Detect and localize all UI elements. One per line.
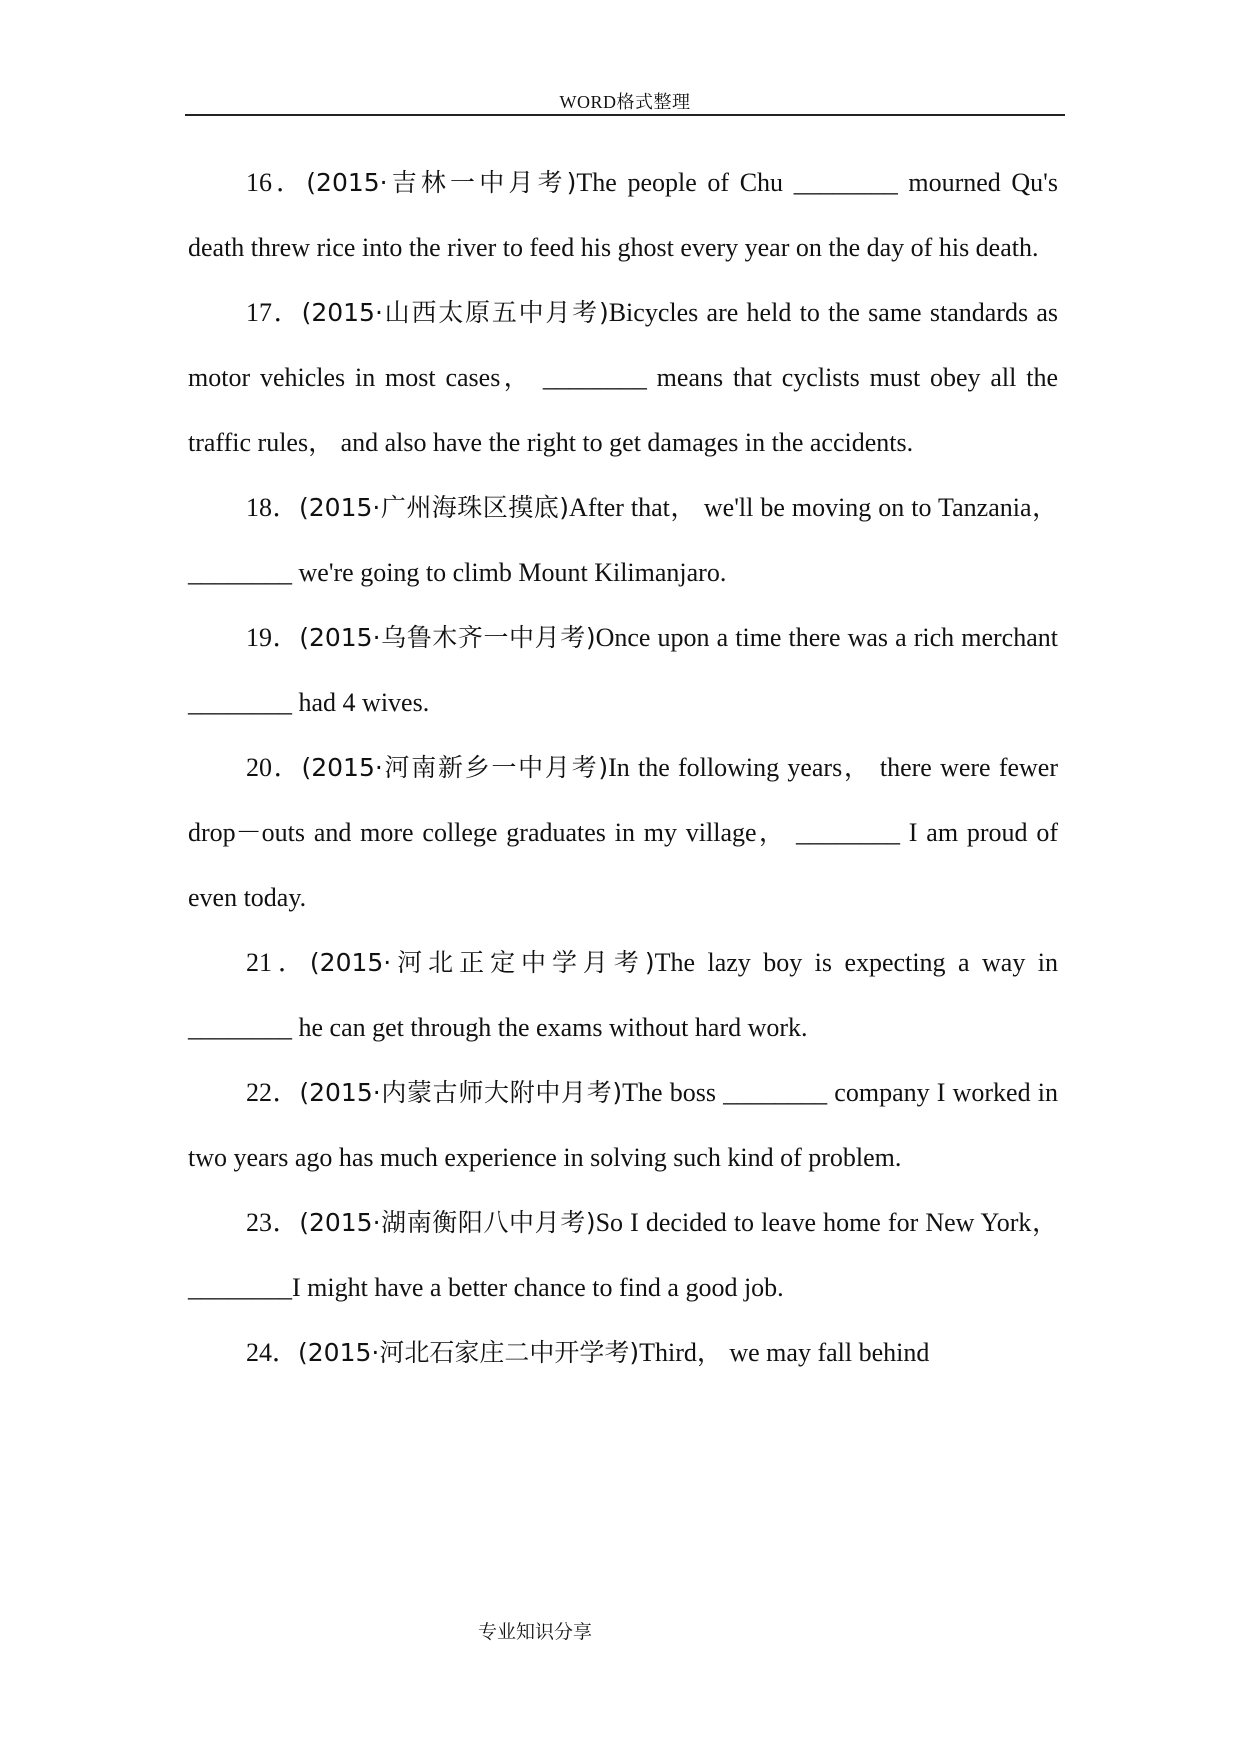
question-22 (188, 1060, 1058, 1190)
question-24 (188, 1320, 1058, 1385)
page-footer: 专业知识分享 (477, 1622, 592, 1643)
question-number: 16． (246, 168, 307, 197)
question-list (188, 150, 1058, 1385)
question-number: 24． (246, 1338, 299, 1367)
question-text: The boss ________ company I worked in two years ago has much experience in solving such kind of problem. (188, 1078, 1058, 1172)
question-source: (2015·广州海珠区摸底) (299, 493, 570, 522)
question-source: (2015·湖南衡阳八中月考) (299, 1208, 596, 1237)
question-18 (188, 475, 1058, 605)
question-source: (2015·河北石家庄二中开学考) (298, 1338, 640, 1367)
question-23 (188, 1190, 1058, 1320)
question-source: (2015·内蒙古师大附中月考) (299, 1078, 623, 1107)
question-19 (188, 605, 1058, 735)
question-source: (2015·河北正定中学月考) (309, 948, 655, 977)
question-20 (188, 735, 1058, 930)
question-text: Bicycles are held to the same standards as motor vehicles in most cases， ________ means that cyclists must obey all the traffic rules， and also have the right to get damages in the accidents. (188, 298, 1059, 457)
question-text: So I decided to leave home for New York， ________I might have a better chance to find a good job. (188, 1208, 1058, 1302)
question-21 (188, 930, 1058, 1060)
header-divider (185, 114, 1065, 116)
question-number: 17． (246, 298, 302, 327)
question-source: (2015·河南新乡一中月考) (301, 753, 609, 782)
question-text: The lazy boy is expecting a way in ________ he can get through the exams without hard work. (188, 948, 1058, 1042)
question-number: 18． (246, 493, 299, 522)
question-number: 22． (246, 1078, 300, 1107)
question-source: (2015·山西太原五中月考) (301, 298, 609, 327)
question-number: 23． (246, 1208, 300, 1237)
question-text: The people of Chu ________ mourned Qu's death threw rice into the river to feed his ghost every year on the day of his death. (188, 168, 1058, 262)
question-17 (188, 280, 1058, 475)
question-16 (188, 150, 1058, 280)
question-number: 21． (246, 948, 310, 977)
question-number: 19． (246, 623, 300, 652)
question-text: Third， we may fall behind (639, 1338, 930, 1367)
question-text: After that， we'll be moving on to Tanzania， ________ we're going to climb Mount Kilimanjaro. (188, 493, 1058, 587)
question-text: In the following years， there were fewer drop－outs and more college graduates in my village， ________ I am proud of even today. (188, 753, 1058, 912)
question-text: Once upon a time there was a rich merchant ________ had 4 wives. (188, 623, 1058, 717)
question-number: 20． (246, 753, 302, 782)
question-source: (2015·吉林一中月考) (306, 168, 577, 197)
page-header: WORD格式整理 (559, 92, 691, 112)
question-source: (2015·乌鲁木齐一中月考) (299, 623, 596, 652)
